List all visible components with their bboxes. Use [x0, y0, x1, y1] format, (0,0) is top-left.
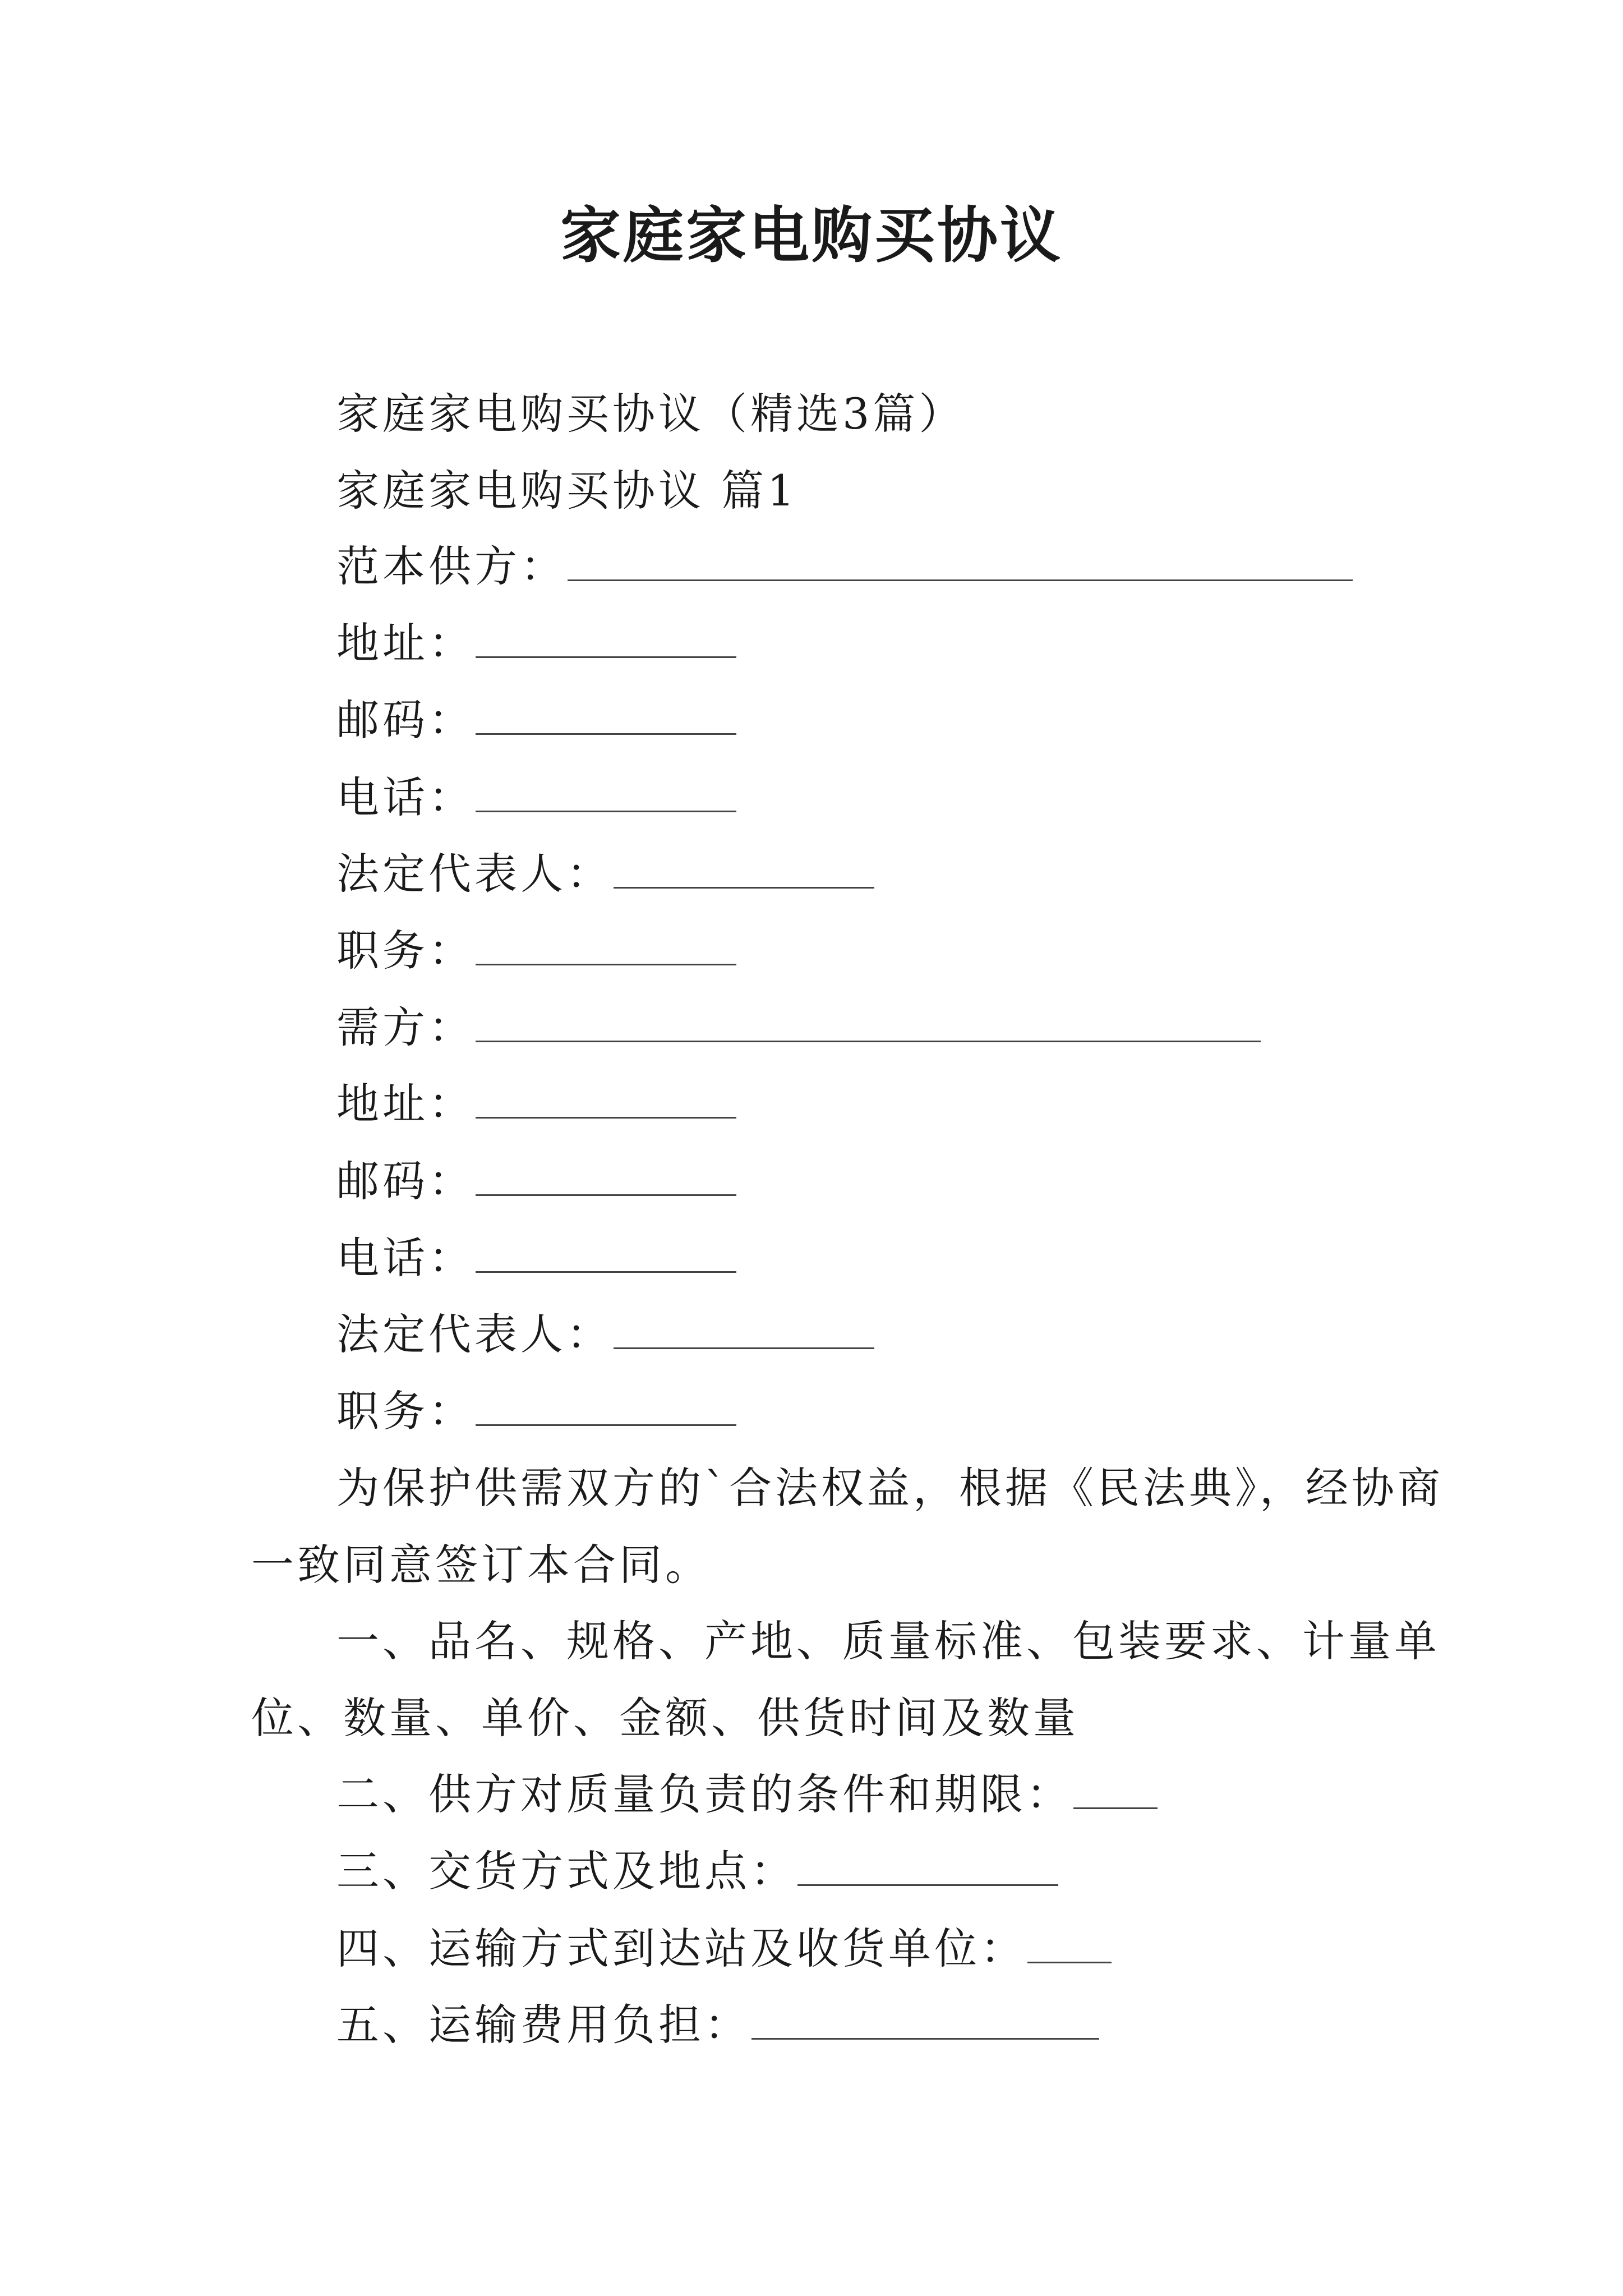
- supplier-name-row: [336, 539, 1353, 595]
- supplier-name-label: 范本供方：: [336, 541, 566, 591]
- buyer-address-row: [336, 1076, 736, 1132]
- supplier-phone-row: [336, 770, 736, 826]
- supplier-name-blank[interactable]: [568, 546, 1353, 581]
- buyer-name-label: 需方：: [336, 1002, 474, 1052]
- clause-5-text: 五、运输费用负担：: [336, 2000, 750, 2050]
- clause-3-text: 三、交货方式及地点：: [336, 1846, 796, 1896]
- buyer-legal-rep-row: [336, 1306, 874, 1363]
- buyer-name-blank[interactable]: [476, 1007, 1261, 1042]
- buyer-name-row: [336, 1000, 1261, 1056]
- supplier-position-blank[interactable]: [476, 930, 736, 965]
- clause-1-line-2: 位、数量、单价、金额、供货时间及数量: [251, 1693, 1079, 1743]
- buyer-legal-rep-label: 法定代表人：: [336, 1309, 612, 1359]
- buyer-legal-rep-blank[interactable]: [614, 1314, 874, 1349]
- buyer-phone-row: [336, 1230, 736, 1286]
- clause-3-blank[interactable]: [797, 1851, 1058, 1886]
- buyer-address-label: 地址：: [336, 1079, 474, 1129]
- supplier-address-row: [336, 615, 736, 671]
- supplier-postcode-blank[interactable]: [476, 700, 736, 735]
- buyer-postcode-label: 邮码：: [336, 1156, 474, 1206]
- clause-5-row: [336, 1997, 1099, 2053]
- supplier-position-row: [336, 923, 736, 979]
- clause-2-blank[interactable]: [1073, 1774, 1158, 1809]
- clause-1-line-1: 一、品名、规格、产地、质量标准、包装要求、计量单: [336, 1616, 1440, 1666]
- buyer-position-blank[interactable]: [476, 1391, 736, 1426]
- clause-4-blank[interactable]: [1027, 1928, 1112, 1963]
- buyer-address-blank[interactable]: [476, 1083, 736, 1119]
- section-heading: 家庭家电购买协议 篇1: [336, 466, 798, 516]
- buyer-phone-blank[interactable]: [476, 1237, 736, 1273]
- supplier-postcode-label: 邮码：: [336, 695, 474, 745]
- supplier-position-label: 职务：: [336, 926, 474, 976]
- document-title: 家庭家电购买协议: [560, 200, 1063, 271]
- clause-2-text: 二、供方对质量负责的条件和期限：: [336, 1769, 1072, 1819]
- clause-2-row: [336, 1766, 1158, 1823]
- supplier-address-label: 地址：: [336, 618, 474, 668]
- buyer-phone-label: 电话：: [336, 1233, 474, 1283]
- supplier-address-blank[interactable]: [476, 623, 736, 658]
- supplier-legal-rep-row: [336, 846, 874, 902]
- clause-3-row: [336, 1843, 1058, 1899]
- supplier-legal-rep-label: 法定代表人：: [336, 849, 612, 899]
- clause-4-row: [336, 1921, 1112, 1977]
- preamble-line-2: 一致同意签订本合同。: [251, 1540, 711, 1590]
- buyer-position-label: 职务：: [336, 1386, 474, 1436]
- clause-4-text: 四、运输方式到达站及收货单位：: [336, 1924, 1026, 1973]
- document-subtitle: 家庭家电购买协议（精选3篇）: [336, 389, 965, 439]
- buyer-postcode-blank[interactable]: [476, 1161, 736, 1196]
- supplier-phone-blank[interactable]: [476, 777, 736, 812]
- preamble-line-1: 为保护供需双方的`合法权益，根据《民法典》，经协商: [336, 1463, 1444, 1513]
- supplier-legal-rep-blank[interactable]: [614, 853, 874, 889]
- clause-5-blank[interactable]: [751, 2004, 1099, 2040]
- buyer-position-row: [336, 1383, 736, 1439]
- supplier-postcode-row: [336, 692, 736, 748]
- supplier-phone-label: 电话：: [336, 772, 474, 822]
- buyer-postcode-row: [336, 1153, 736, 1209]
